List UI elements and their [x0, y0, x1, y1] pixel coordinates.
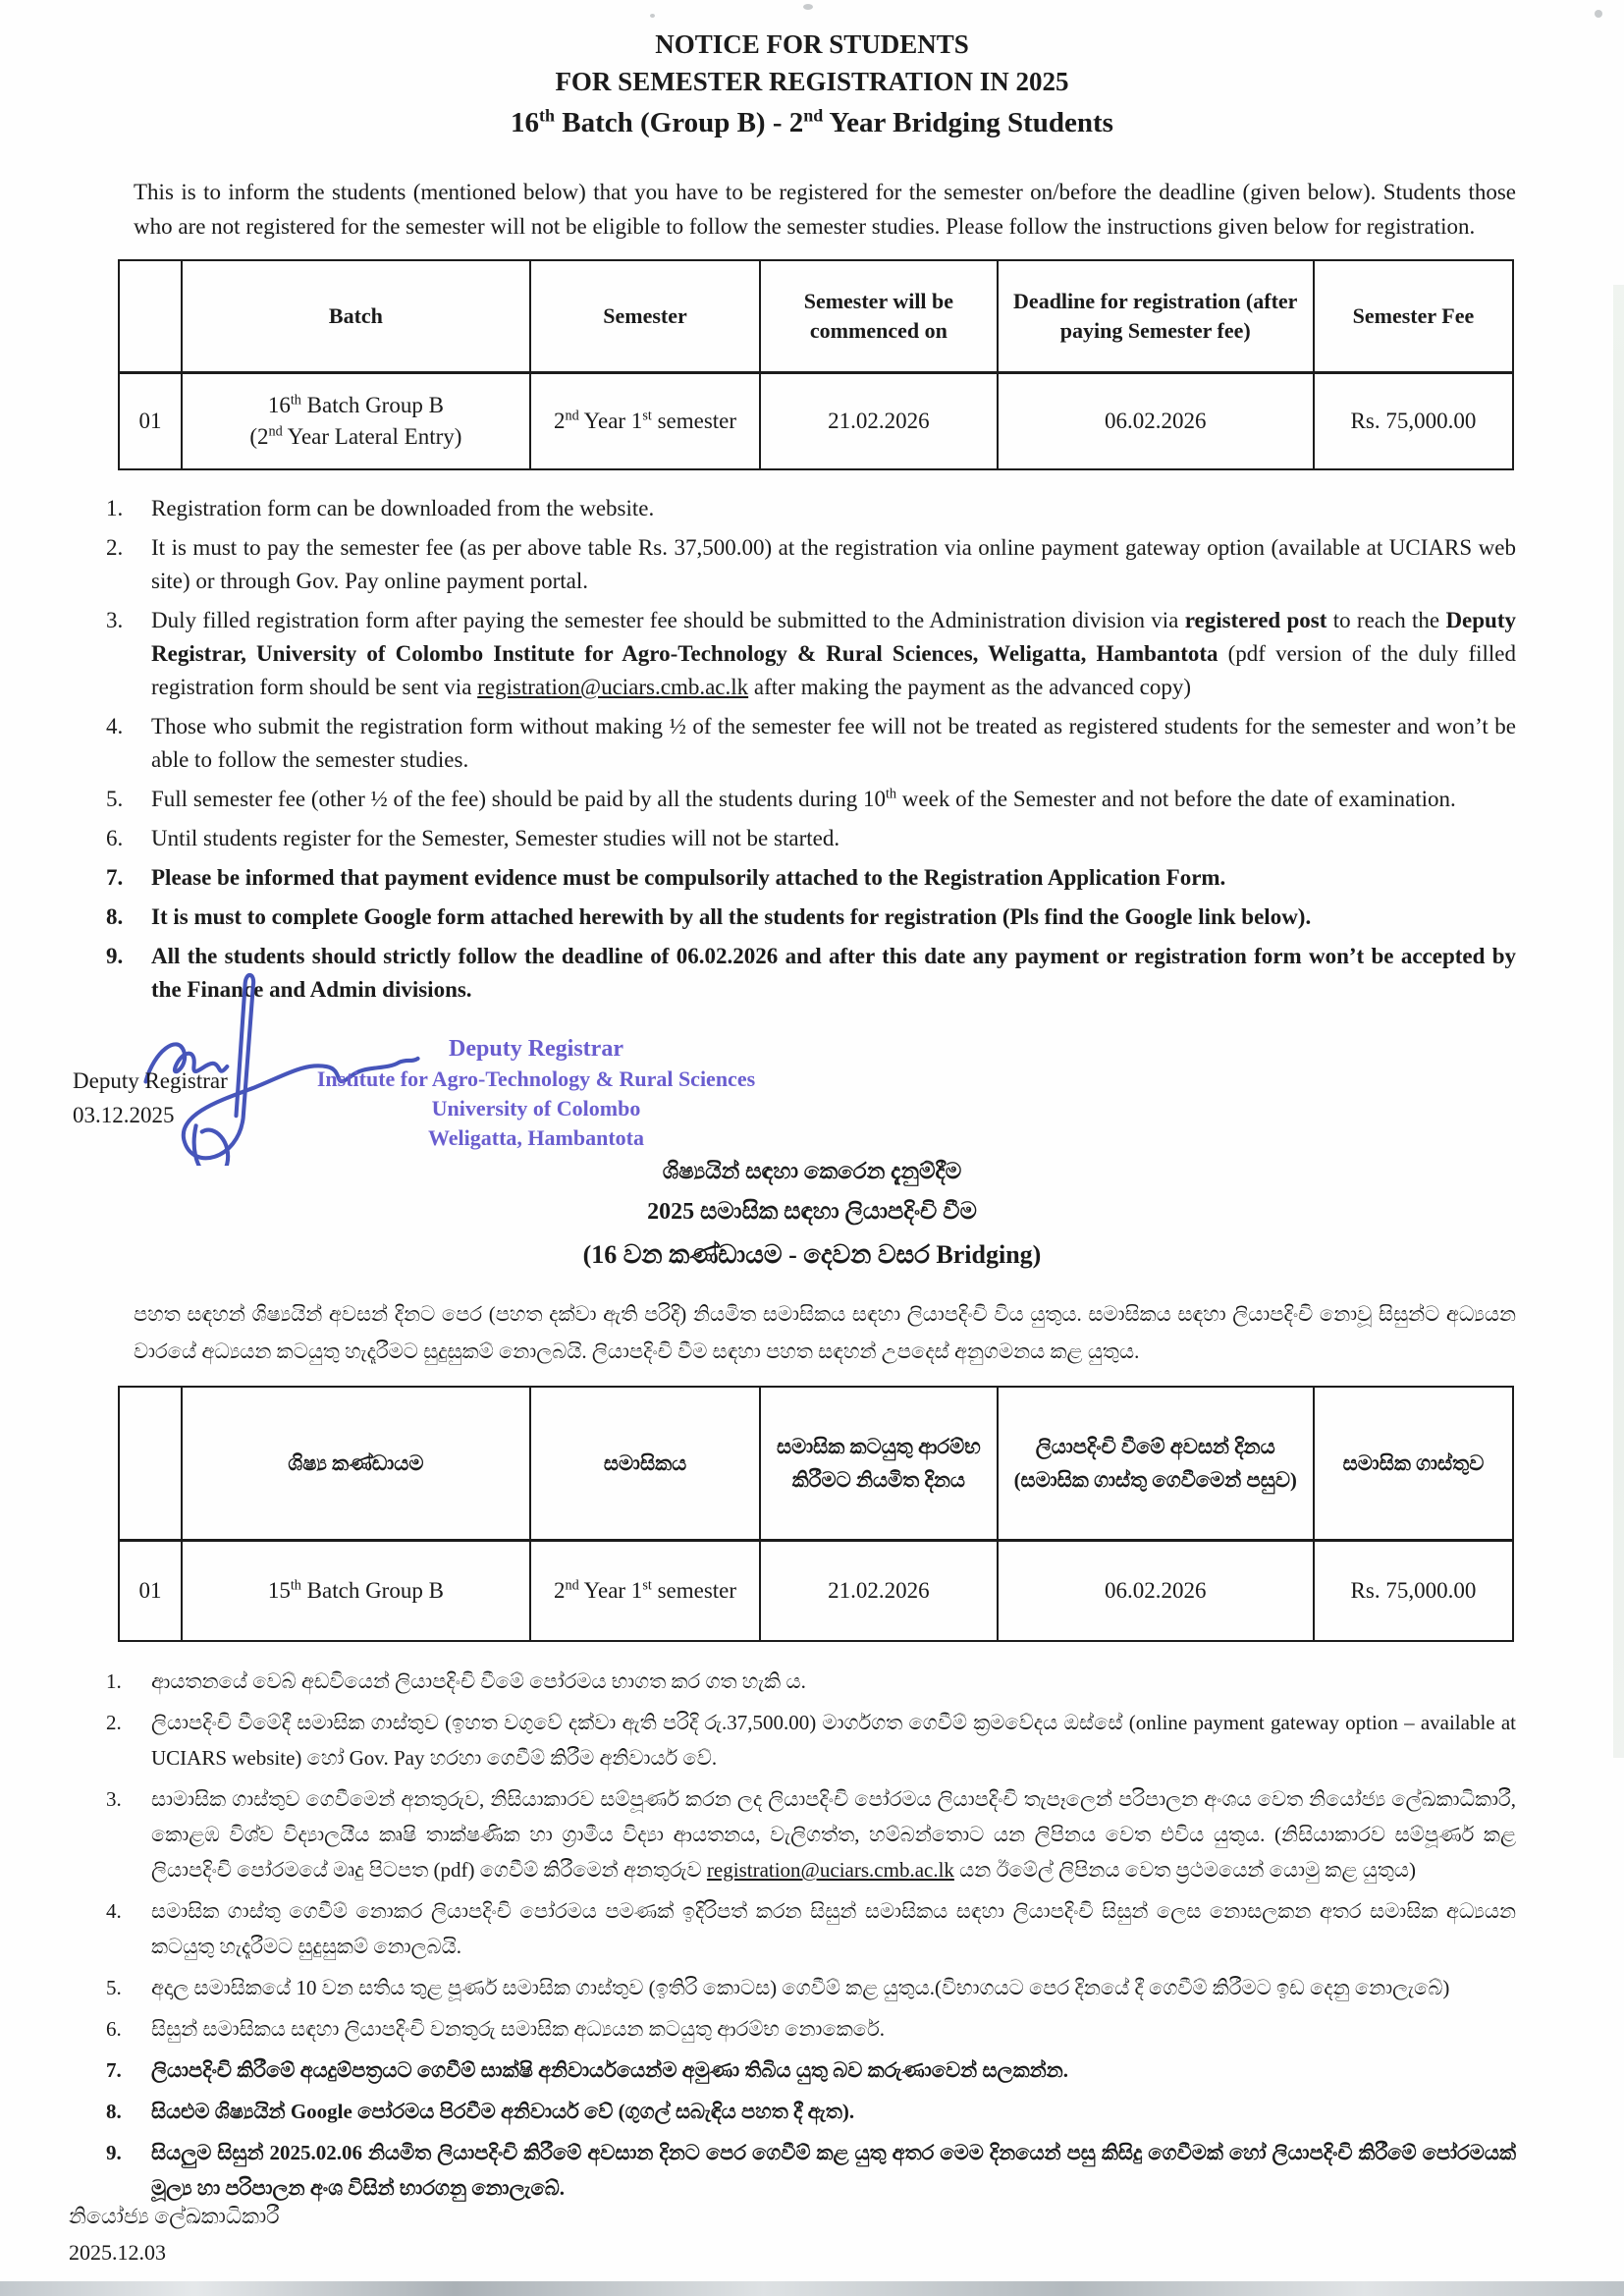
table-header-commenced: Semester will be commenced on	[760, 260, 997, 373]
intro-paragraph: This is to inform the students (mentioned below) that you have to be registered for the semester on/before the deadline (given below). Students those who are not registered for the semester will not be eligible to follow the semester studies. Please follow the instructions given below for registration.	[134, 180, 1516, 239]
instruction-item-si-8	[106, 2094, 1516, 2129]
instruction-item-en-7	[106, 861, 1516, 895]
table-header-deadline: Deadline for registration (after paying Semester fee)	[998, 260, 1314, 373]
table-row	[119, 373, 1513, 470]
footer-date: 2025.12.03	[69, 2240, 166, 2265]
table-row	[119, 1541, 1513, 1642]
item-text: සිසුන් සමාසිකය සඳහා ලියාපදිංචි වනතුරු සමාසික අධ්‍යයන කටයුතු ආරම්භ නොකෙරේ.	[151, 2017, 886, 2041]
instruction-item-si-4	[106, 1893, 1516, 1964]
stamp-line4: Weligatta, Hambantota	[428, 1125, 644, 1150]
item-number: 9.	[106, 944, 124, 968]
notice-title-line3: 16th Batch (Group B) - 2nd Year Bridging Students	[511, 105, 1113, 138]
instructions-list-si	[106, 1664, 1516, 2206]
stamp-line1: Deputy Registrar	[449, 1036, 623, 1062]
cell-deadline-date: 06.02.2026	[998, 373, 1314, 470]
cell-batch-line1: 16th Batch Group B	[267, 392, 444, 417]
cell-fee: Rs. 75,000.00	[1314, 373, 1513, 470]
scan-speck	[1595, 10, 1602, 18]
cell-index: 01	[119, 373, 182, 470]
item-text: It is must to pay the semester fee (as per above table Rs. 37,500.00) at the registration via online payment gateway option (available at UCIARS web site) or through Gov. Pay online payment portal.	[151, 535, 1516, 593]
stamp-line2: Institute for Agro-Technology & Rural Sciences	[316, 1066, 756, 1091]
item-text: It is must to complete Google form attached herewith by all the students for registration (Pls find the Google link below).	[151, 904, 1312, 929]
item-number: 2.	[106, 535, 124, 560]
item-text: Full semester fee (other ½ of the fee) should be paid by all the students during 10th week of the Semester and not before the date of examination.	[151, 786, 1456, 811]
table-header-batch-si: ශිෂ්‍ය කණ්ඩායම	[182, 1387, 530, 1541]
notice-title-sinhala	[0, 1152, 1624, 1278]
table-header-index	[119, 1387, 182, 1541]
notice-title-line1: NOTICE FOR STUDENTS	[655, 29, 969, 59]
instruction-item-en-3	[106, 604, 1516, 704]
item-number: 2.	[106, 1711, 122, 1734]
deputy-registrar-stamp	[291, 1034, 782, 1153]
notice-title-line2: FOR SEMESTER REGISTRATION IN 2025	[555, 67, 1069, 96]
intro-paragraph-sinhala: පහත සඳහන් ශිෂ්‍යයින් අවසන් දිනට පෙර (පහත දක්වා ඇති පරිදි) නියමිත සමාසිකය සඳහා ලියාපදිංචි විය යුතුය. සමාසිකය සඳහා ලියාපදිංචි නොවූ සිසුන්ට අධ්‍යයන වාරයේ අධ්‍යයන කටයුතු හැදෑරීමට සුදුසුකම් නොලබයි. ලියාපදිංචි වීම සඳහා පහත සඳහන් උපදෙස් අනුගමනය කළ යුතුය.	[134, 1302, 1516, 1363]
item-number: 4.	[106, 1899, 122, 1923]
item-number: 8.	[106, 2100, 122, 2123]
table-header-fee: Semester Fee	[1314, 260, 1513, 373]
instruction-item-si-6	[106, 2011, 1516, 2047]
registration-table-si	[118, 1386, 1514, 1642]
table-header-deadline-si: ලියාපදිංචි වීමේ අවසන් දිනය (සමාසික ගාස්තු ගෙවීමෙන් පසුව)	[998, 1387, 1314, 1541]
cell-fee: Rs. 75,000.00	[1314, 1541, 1513, 1642]
item-number: 7.	[106, 865, 124, 890]
instruction-item-en-5	[106, 783, 1516, 816]
footer-role: නියෝජ්‍ය ලේඛකාධිකාරී	[69, 2204, 280, 2228]
item-number: 1.	[106, 496, 124, 520]
item-number: 8.	[106, 904, 124, 929]
instructions-list-en	[106, 492, 1516, 1007]
instruction-item-si-9	[106, 2135, 1516, 2206]
item-number: 9.	[106, 2141, 122, 2164]
item-number: 1.	[106, 1669, 122, 1693]
cell-batch	[182, 373, 530, 470]
signature-caption	[73, 1064, 228, 1132]
signature-date: 03.12.2025	[73, 1103, 175, 1127]
item-text: All the students should strictly follow the deadline of 06.02.2026 and after this date any payment or registration form won’t be accepted by the Finance and Admin divisions.	[151, 944, 1516, 1002]
item-text: ආයතනයේ වෙබ් අඩවියෙන් ලියාපදිංචි වීමේ පෝරමය භාගත කර ගත හැකි ය.	[151, 1669, 806, 1693]
table-header-commenced-si: සමාසික කටයුතු ආරම්භ කිරීමට නියමිත දිනය	[760, 1387, 997, 1541]
instruction-item-si-7	[106, 2052, 1516, 2088]
item-text: Please be informed that payment evidence must be compulsorily attached to the Registration Application Form.	[151, 865, 1226, 890]
signature-section	[0, 1012, 1624, 1152]
item-number: 7.	[106, 2058, 122, 2082]
cell-batch-line2: (2nd Year Lateral Entry)	[249, 423, 462, 449]
instruction-item-en-4	[106, 710, 1516, 777]
table-header-batch: Batch	[182, 260, 530, 373]
item-text: Duly filled registration form after paying the semester fee should be submitted to the Administration division via registered post to reach the Deputy Registrar, University of Colombo Institute for Agro-Technology & Rural Sciences, Weligatta, Hambantota (pdf version of the duly filled registration form should be sent via registration@uciars.cmb.ac.lk after making the payment as the advanced copy)	[151, 608, 1516, 699]
item-text: අදාල සමාසිකයේ 10 වන සතිය තුළ පූර්ණ සමාසික ගාස්තුව (ඉතිරි කොටස) ගෙවීම් කළ යුතුය.(විභාගයට පෙර දිනයේ දී ගෙවීම් කිරීමට ඉඩ දෙනු නොලැබේ)	[151, 1976, 1450, 1999]
table-header-row-si	[119, 1387, 1513, 1541]
item-number: 6.	[106, 2017, 122, 2041]
item-text: සාමාසික ගාස්තුව ගෙවීමෙන් අනතුරුව, නිසියාකාරව සම්පූර්ණ කරන ලද ලියාපදිංචි පෝරමය ලියාපදිංචි තැපෑලෙන් පරිපාලන අංශය වෙත නියෝජ්‍ය ලේඛකාධිකාරී, කොළඹ විශ්ව විද්‍යාලයීය කෘෂි තාක්ෂණික හා ග්‍රාමීය විද්‍යා ආයතනය, වැලිගත්ත, හම්බන්තොට යන ලිපිනය වෙත එවිය යුතුය. (නිසියාකාරව සම්පූර්ණ කළ ලියාපදිංචි පෝරමයේ මෘදු පිටපත (pdf) ගෙවීම් කිරීමෙන් අනතුරුව registration@uciars.cmb.ac.lk යන ඊමේල් ලිපිනය වෙත ප්‍රථමයෙන් යොමු කළ යුතුය)	[151, 1787, 1516, 1882]
scan-speck	[803, 4, 813, 10]
scan-bottom-edge	[0, 2281, 1624, 2296]
item-text: Until students register for the Semester, Semester studies will not be started.	[151, 826, 840, 850]
cell-deadline-date: 06.02.2026	[998, 1541, 1314, 1642]
item-number: 6.	[106, 826, 124, 850]
cell-index: 01	[119, 1541, 182, 1642]
cell-batch: 15th Batch Group B	[182, 1541, 530, 1642]
instruction-item-en-8	[106, 901, 1516, 934]
scan-speck	[650, 14, 655, 18]
instruction-item-en-1	[106, 492, 1516, 525]
sinhala-title-line1: ශිෂ්‍යයින් සඳහා කෙරෙන දැනුම්දීම	[662, 1159, 962, 1183]
sinhala-title-line3: (16 වන කණ්ඩායම - දෙවන වසර Bridging)	[582, 1240, 1042, 1269]
item-text: Registration form can be downloaded from the website.	[151, 496, 655, 520]
instruction-item-en-2	[106, 531, 1516, 598]
item-number: 3.	[106, 608, 124, 632]
table-header-fee-si: සමාසික ගාස්තුව	[1314, 1387, 1513, 1541]
registration-table-en	[118, 259, 1514, 470]
cell-semester: 2nd Year 1st semester	[530, 1541, 760, 1642]
instruction-item-en-6	[106, 822, 1516, 855]
cell-commenced-date: 21.02.2026	[760, 373, 997, 470]
footer-signatory	[69, 2198, 280, 2270]
stamp-line3: University of Colombo	[431, 1096, 641, 1121]
item-text: ලියාපදිංචි කිරීමේ අයදුම්පත්‍රයට ගෙවීම් සාක්ෂි අනිවාර්යයෙන්ම අමුණා තිබිය යුතු බව කරුණාවෙන් සලකන්න.	[151, 2058, 1068, 2082]
instruction-item-si-2	[106, 1705, 1516, 1776]
item-text: සියලුම සිසුන් 2025.02.06 නියමිත ලියාපදිංචි කිරීමේ අවසාන දිනට පෙර ගෙවීම් කළ යුතු අතර මෙම දිනයෙන් පසු කිසිදු ගෙවීමක් හෝ ලියාපදිංචි කිරීමේ පෝරමයක් මූල්‍ය හා පරිපාලන අංශ විසින් භාරගනු නොලැබේ.	[151, 2141, 1516, 2200]
cell-semester: 2nd Year 1st semester	[530, 373, 760, 470]
item-number: 5.	[106, 787, 124, 811]
notice-title	[0, 0, 1624, 145]
item-text: Those who submit the registration form without making ½ of the semester fee will not be treated as registered students for the semester and won’t be able to follow the semester studies.	[151, 714, 1516, 772]
item-number: 5.	[106, 1976, 122, 1999]
item-number: 4.	[106, 714, 124, 738]
cell-commenced-date: 21.02.2026	[760, 1541, 997, 1642]
table-header-semester-si: සමාසිකය	[530, 1387, 760, 1541]
signatory-role: Deputy Registrar	[73, 1068, 228, 1093]
item-text: ලියාපදිංචි වීමේදී සමාසික ගාස්තුව (ඉහත වගුවේ දක්වා ඇති පරිදි රු.37,500.00) මාර්ගගත ගෙවීම් ක්‍රමවේදය ඔස්සේ (online payment gateway option – available at UCIARS website) හෝ Gov. Pay හරහා ගෙවීම් කිරීම අනිවාර්ය වේ.	[151, 1711, 1516, 1770]
item-text: සමාසික ගාස්තු ගෙවීම් නොකර ලියාපදිංචි පෝරමය පමණක් ඉදිරිපත් කරන සිසුන් සමාසිකය සඳහා ලියාපදිංචි සිසුන් ලෙස නොසලකන අතර සමාසික අධ්‍යයන කටයුතු හැදෑරීමට සුදුසුකම් නොලබයි.	[151, 1899, 1516, 1958]
instruction-item-si-3	[106, 1781, 1516, 1887]
table-header-index	[119, 260, 182, 373]
table-header-semester: Semester	[530, 260, 760, 373]
item-number: 3.	[106, 1787, 122, 1811]
instruction-item-si-5	[106, 1970, 1516, 2005]
sinhala-title-line2: 2025 සමාසික සඳහා ලියාපදිංචි වීම	[647, 1199, 977, 1225]
table-header-row-en	[119, 260, 1513, 373]
registration-email-link[interactable]: registration@uciars.cmb.ac.lk	[477, 675, 749, 699]
item-text: සියළුම ශිෂ්‍යයින් Google පෝරමය පිරවීම අනිවාර්ය වේ (ගුගල් සබැඳිය පහත දී ඇත).	[151, 2100, 855, 2123]
instruction-item-si-1	[106, 1664, 1516, 1699]
registration-email-link-si[interactable]: registration@uciars.cmb.ac.lk	[706, 1858, 954, 1882]
